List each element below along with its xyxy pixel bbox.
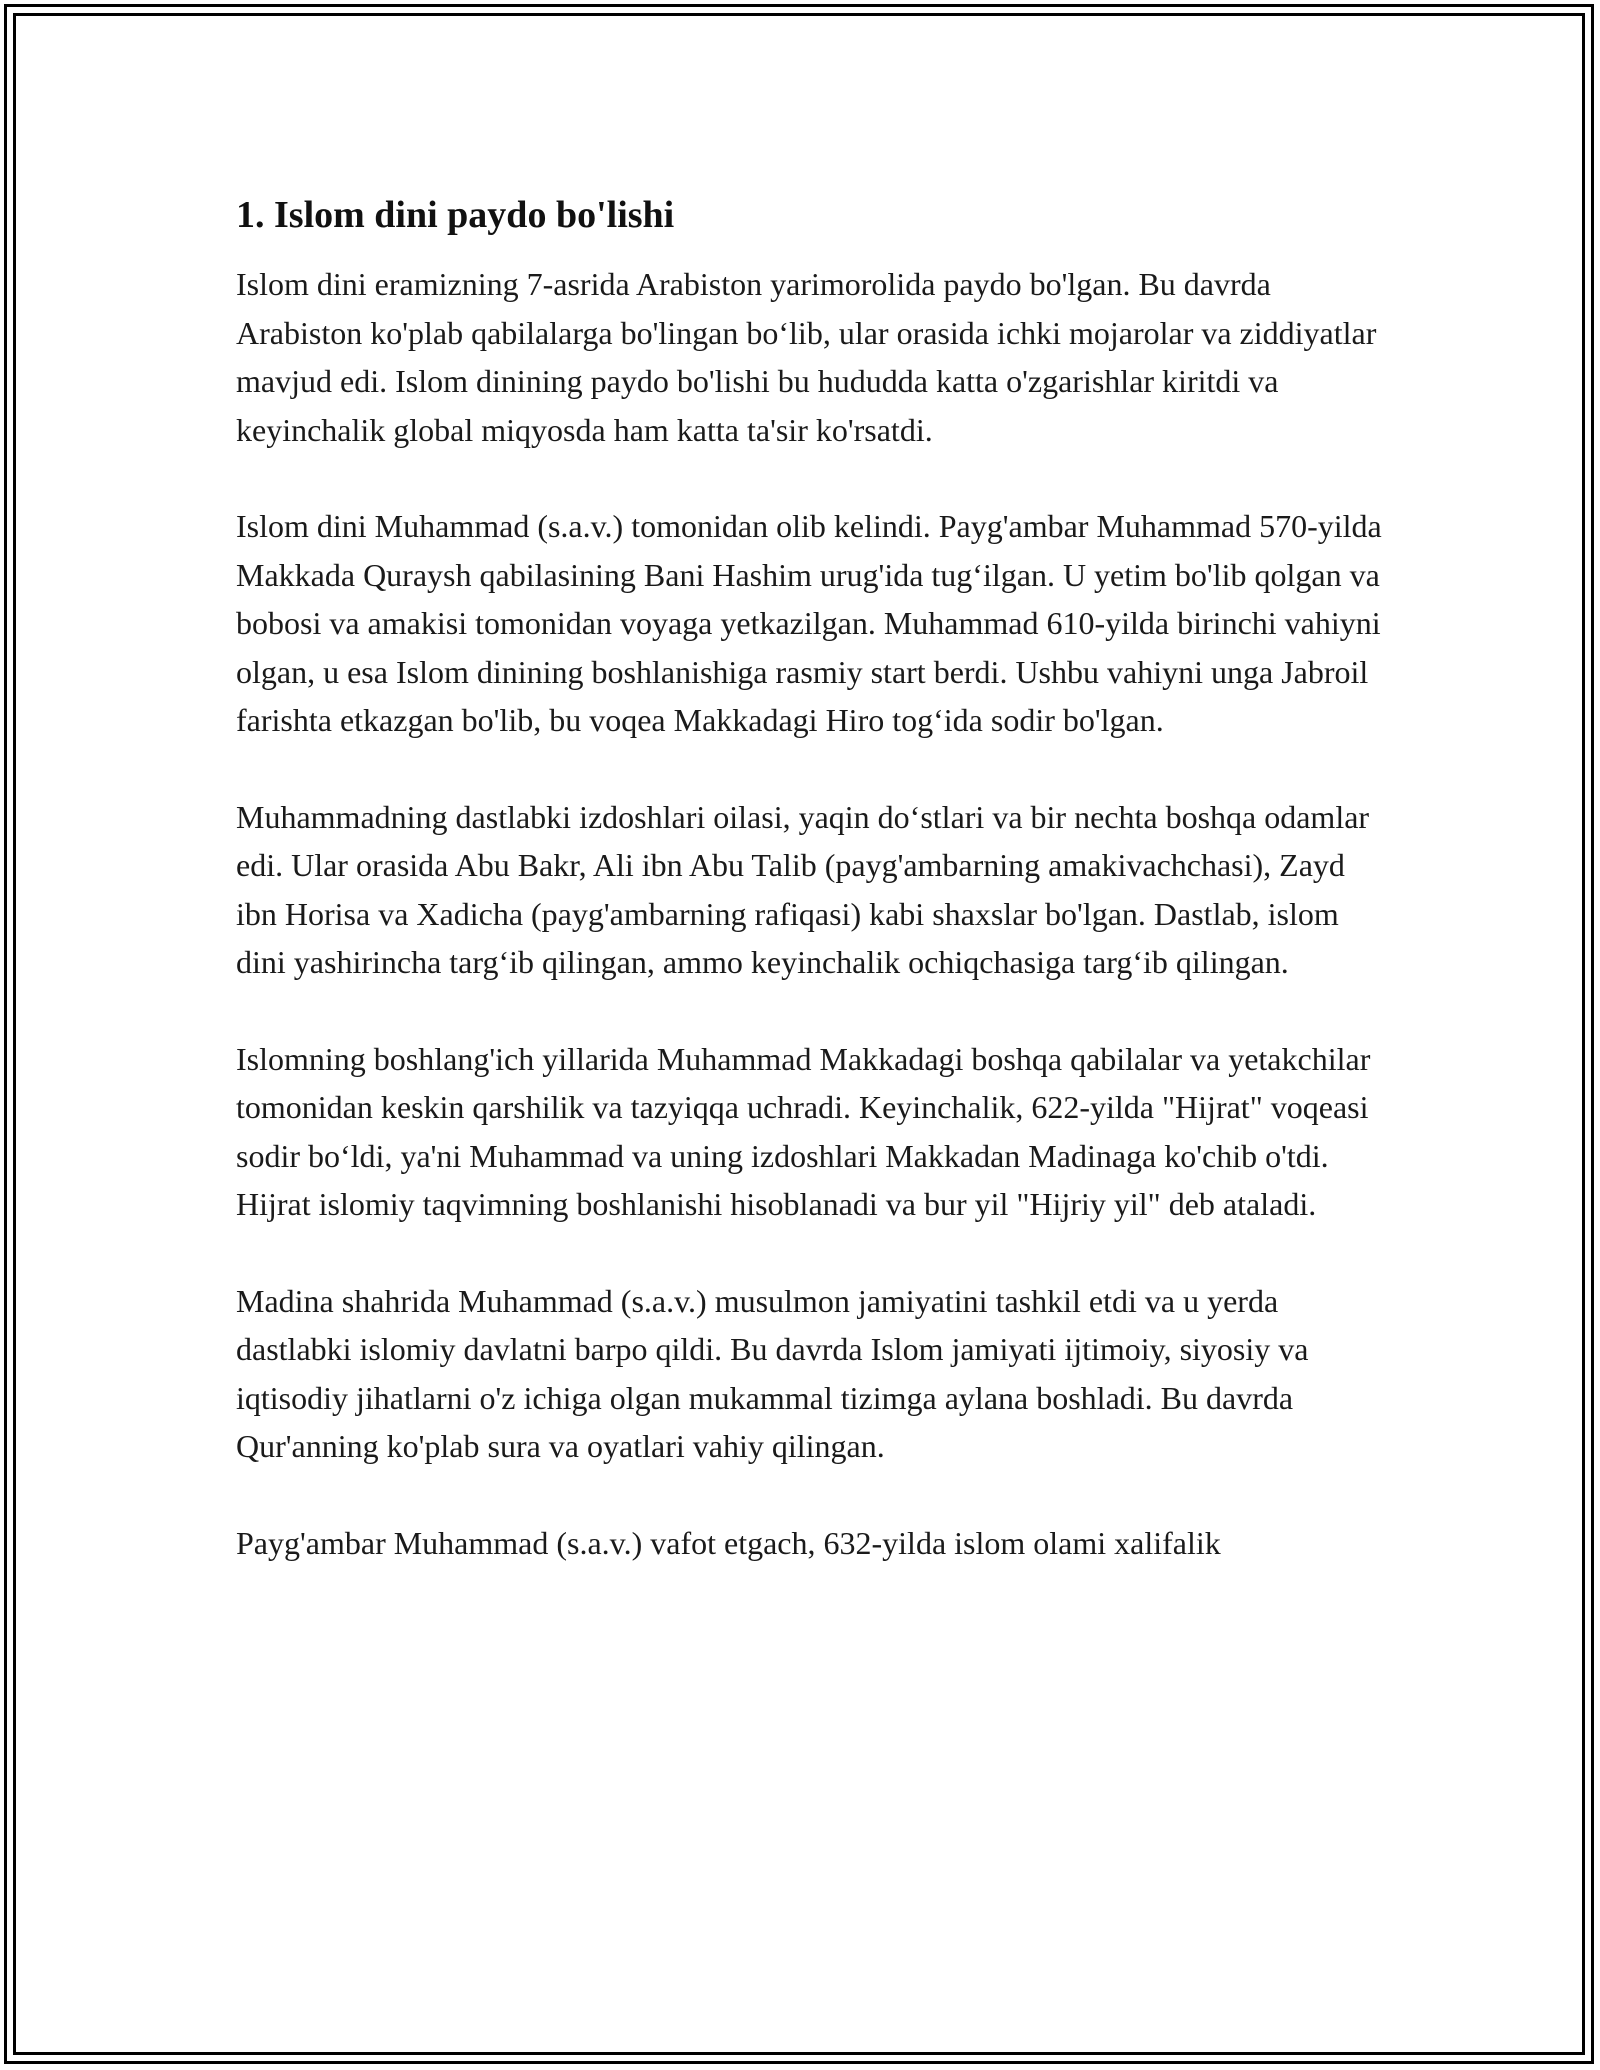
paragraph-5: Madina shahrida Muhammad (s.a.v.) musulmon jamiyatini tashkil etdi va u yerda dastlabki islomiy davlatni barpo qildi. Bu davrda Islom jamiyati ijtimoiy, siyosiy va iqtisodiy jihatlarni o'z ichiga olgan mukammal tizimga aylana boshladi. Bu davrda Qur'anning ko'plab sura va oyatlari vahiy qilingan. <box>236 1282 1309 1464</box>
paragraph-3: Muhammadning dastlabki izdoshlari oilasi, yaqin do‘stlari va bir nechta boshqa odamlar edi. Ular orasida Abu Bakr, Ali ibn Abu Talib (payg'ambarning amakivachchasi), Zayd ibn Horisa va Xadicha (payg'ambarning rafiqasi) kabi shaxslar bo'lgan. Dastlab, islom dini yashirincha targ‘ib qilingan, ammo keyinchalik ochiqchasiga targ‘ib qilingan. <box>236 798 1370 980</box>
paragraph-4: Islomning boshlang'ich yillarida Muhammad Makkadagi boshqa qabilalar va yetakchilar tomonidan keskin qarshilik va tazyiqqa uchradi. Keyinchalik, 622-yilda "Hijrat" voqeasi sodir bo‘ldi, ya'ni Muhammad va uning izdoshlari Makkadan Madinaga ko'chib o'tdi. Hijrat islomiy taqvimning boshlanishi hisoblanadi va bur yil "Hijriy yil" deb ataladi. <box>236 1040 1371 1222</box>
paragraph-1: Islom dini eramizning 7-asrida Arabiston yarimorolida paydo bo'lgan. Bu davrda Arabiston ko'plab qabilalarga bo'lingan bo‘lib, ular orasida ichki mojarolar va ziddiyatlar mavjud edi. Islom dinining paydo bo'lishi bu hududda katta o'zgarishlar kiritdi va keyinchalik global miqyosda ham katta ta'sir ko'rsatdi. <box>236 266 1377 448</box>
paragraph-2: Islom dini Muhammad (s.a.v.) tomonidan olib kelindi. Payg'ambar Muhammad 570-yilda Makkada Quraysh qabilasining Bani Hashim urug'ida tug‘ilgan. U yetim bo'lib qolgan va bobosi va amakisi tomonidan voyaga yetkazilgan. Muhammad 610-yilda birinchi vahiyni olgan, u esa Islom dinining boshlanishiga rasmiy start berdi. Ushbu vahiyni unga Jabroil farishta etkazgan bo'lib, bu voqea Makkadagi Hiro tog‘ida sodir bo'lgan. <box>236 508 1382 738</box>
section-title: 1. Islom dini paydo bo'lishi <box>236 194 675 236</box>
document-body <box>236 188 1386 1615</box>
paragraph-6: Payg'ambar Muhammad (s.a.v.) vafot etgach, 632-yilda islom olami xalifalik <box>236 1524 1221 1561</box>
